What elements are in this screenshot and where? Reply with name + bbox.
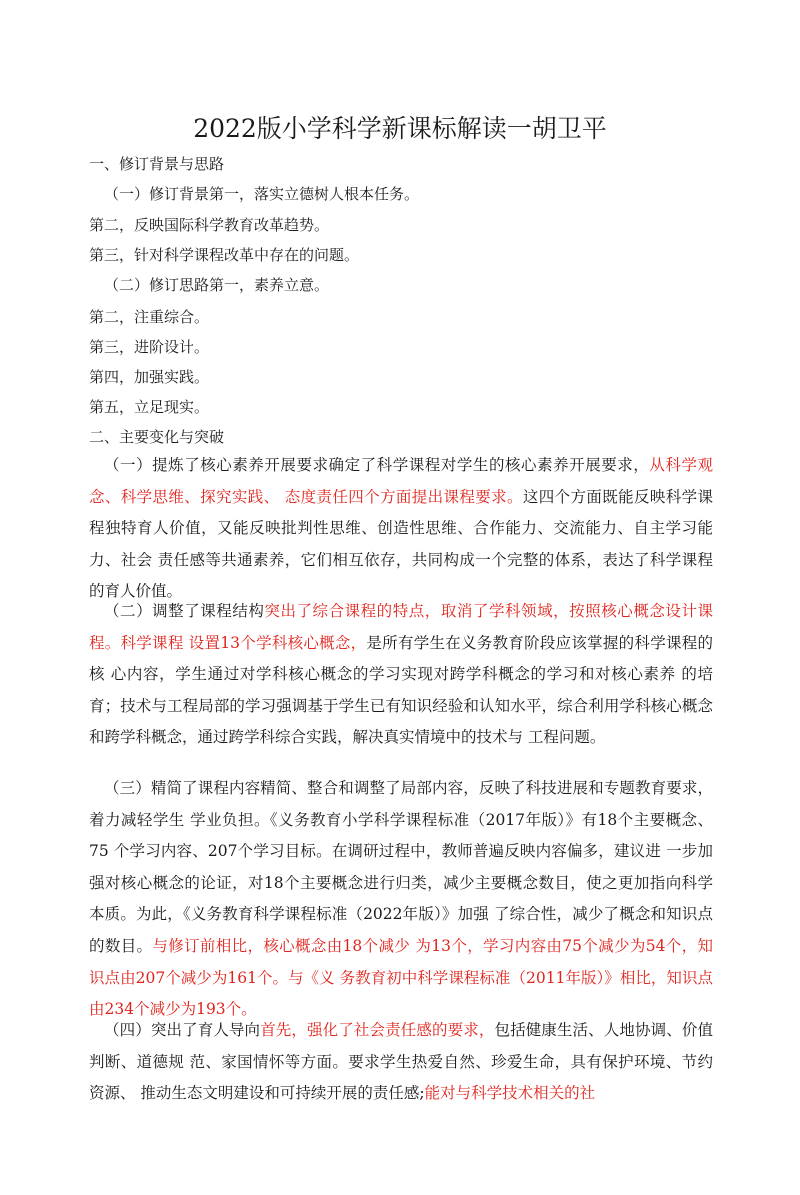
- approach-point-3: 第三，进阶设计。: [89, 338, 210, 356]
- approach-point-5: 第五，立足现实。: [89, 398, 210, 416]
- subsection-background: （一）修订背景第一，落实立德树人根本任务。: [104, 185, 420, 203]
- highlighted-text: 突出了综合课程的特点，取消了学科领域，按照核心概念设计课程。科学课程 设置13个学科核心概念，: [89, 602, 713, 652]
- paragraph-text: （一）提炼了核心素养开展要求确定了科学课程对学生的核心素养开展要求，: [104, 456, 650, 474]
- section-heading-1: 一、修订背景与思路: [89, 155, 225, 173]
- paragraph-text: （二）调整了课程结构: [104, 602, 265, 620]
- paragraph-text: 包括健康生活、人地协调、价值判断、道德规 范、家国情怀等方面。要求学生热爱自然、珍爱生命，具有保护环境、节约资源、 推动生态文明建设和可持续开展的责任感;: [89, 1021, 713, 1103]
- highlighted-text: 从科学观念、科学思维、探究实践、 态度责任四个方面提出课程要求。: [89, 456, 713, 506]
- subsection-approach: （二）修订思路第一，素养立意。: [104, 276, 330, 294]
- paragraph-text: 这四个方面既能反映科学课程独特育人价值，又能反映批判性思维、创造性思维、合作能力、交流能力、自主学习能力、社会 责任感等共通素养，它们相互依存，共同构成一个完整的体系，表达了科学课程 的育人价值。: [89, 487, 713, 601]
- approach-point-2: 第二，注重综合。: [89, 308, 210, 326]
- background-point-3: 第三，针对科学课程改革中存在的问题。: [89, 246, 360, 264]
- highlighted-text: 能对与科学技术相关的社: [424, 1084, 596, 1103]
- highlighted-text: 首先，强化了社会责任感的要求，: [260, 1021, 495, 1039]
- paragraph-course-content: [89, 773, 713, 1026]
- paragraph-education-orientation: [89, 1015, 713, 1110]
- approach-point-4: 第四，加强实践。: [89, 368, 210, 386]
- background-point-2: 第二，反映国际科学教育改革趋势。: [89, 216, 330, 234]
- section-heading-2: 二、主要变化与突破: [89, 428, 225, 446]
- paragraph-text: （四）突出了育人导向: [104, 1021, 261, 1039]
- paragraph-course-structure: [89, 596, 713, 754]
- paragraph-text: 是所有学生在义务教育阶段应该掌握的科学课程的核 心内容，学生通过对学科核心概念的学习实现对跨学科概念的学习和对核心素养 的培育；技术与工程局部的学习强调基于学生已有知识经验和认知水平，综合利用学科核心概念和跨学科概念，通过跨学科综合实践，解决真实情境中的技术与 工程问题。: [89, 633, 713, 747]
- paragraph-text: （三）精简了课程内容精简、整合和调整了局部内容，反映了科技进展和专题教育要求，着力减轻学生 学业负担。《义务教育小学科学课程标准（2017年版）》有18个主要概念、75 个学习内容、207个学习目标。在调研过程中，教师普遍反映内容偏多，建议进 一步加强对核心概念的论证，对18个主要概念进行归类，减少主要概念数目，使之更加指向科学本质。为此，《义务教育科学课程标准（2022年版）》加强 了综合性，减少了概念和知识点的数目。: [89, 779, 713, 955]
- paragraph-core-competencies: [89, 450, 713, 608]
- highlighted-text: 与修订前相比，核心概念由18个减少 为13个，学习内容由75个减少为54个，知识点由207个减少为161个。与《义 务教育初中科学课程标准（2011年版）》相比，知识点由234个减少为193个。: [89, 936, 713, 1019]
- document-title: 2022版小学科学新课标解读一胡卫平: [193, 114, 607, 143]
